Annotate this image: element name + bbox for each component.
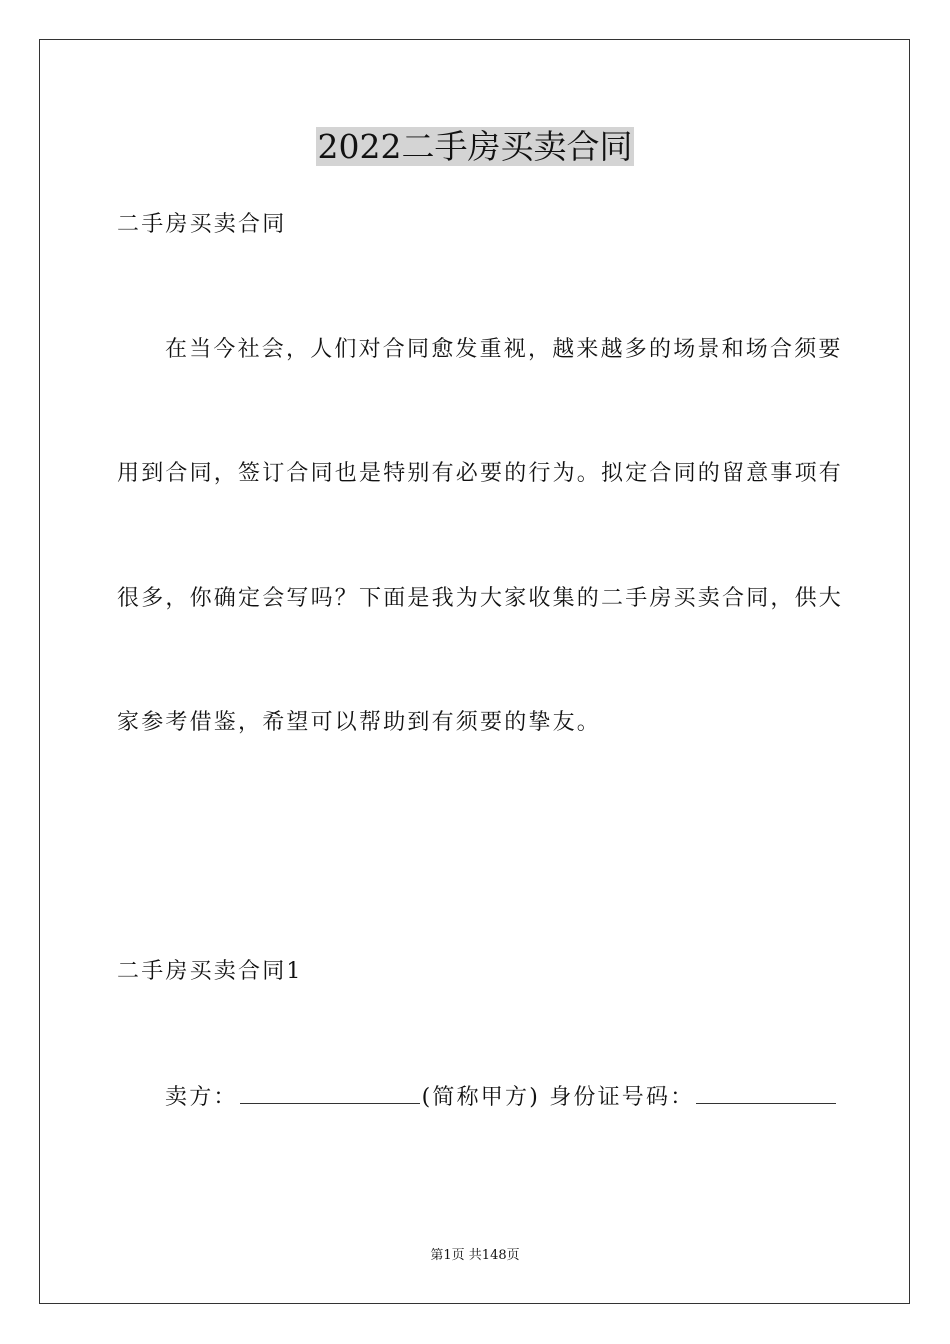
seller-note: (简称甲方): [421, 1085, 540, 1110]
seller-id-label: 身份证号码：: [549, 1085, 695, 1110]
seller-id-blank[interactable]: [696, 1081, 836, 1104]
intro-line-1: 在当今社会，人们对合同愈发重视，越来越多的场景和场合须要: [165, 337, 843, 362]
document-title: 2022二手房买卖合同: [317, 127, 633, 166]
seller-label: 卖方：: [165, 1085, 238, 1110]
section-heading: 二手房买卖合同1: [117, 959, 303, 984]
seller-line: [165, 1081, 838, 1113]
intro-line-2: 用到合同，签订合同也是特别有必要的行为。拟定合同的留意事项有: [117, 461, 844, 486]
intro-line-4: 家参考借鉴，希望可以帮助到有须要的挚友。: [117, 710, 602, 735]
page-footer: 第1页 共148页: [430, 1248, 520, 1263]
intro-line-3: 很多，你确定会写吗？下面是我为大家收集的二手房买卖合同，供大: [117, 586, 844, 611]
seller-name-blank[interactable]: [240, 1081, 420, 1104]
document-subtitle: 二手房买卖合同: [117, 212, 287, 237]
